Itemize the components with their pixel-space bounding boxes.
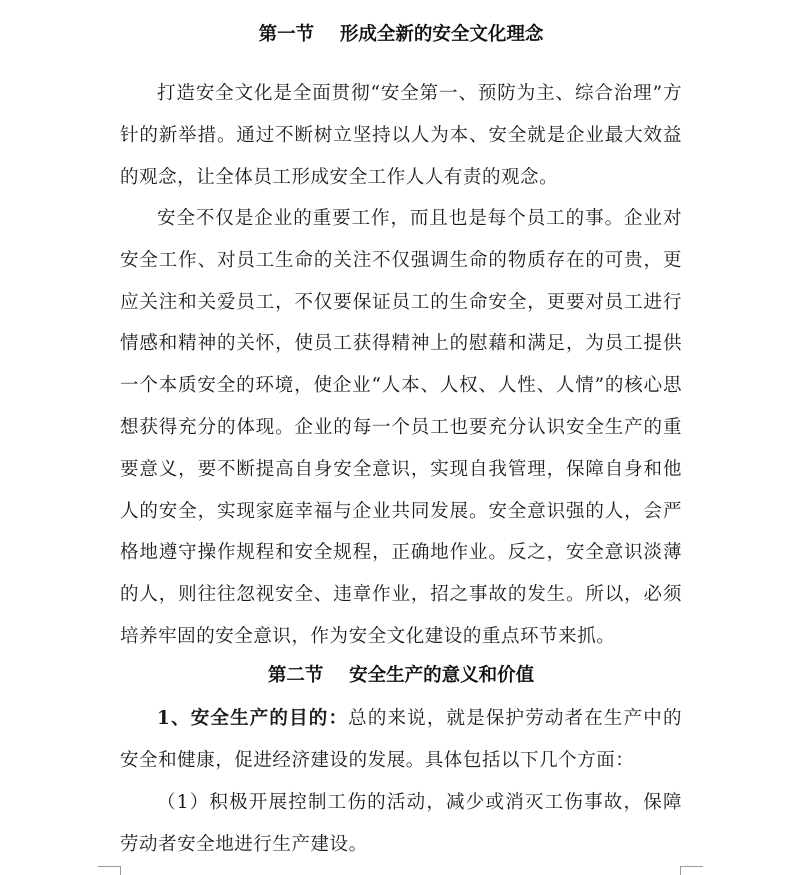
section-1-title: 第一节 形成全新的安全文化理念 xyxy=(258,24,544,45)
point-1-text: 总的来说，就是保护劳动者在生产中的安全和健康，促进经济建设的发展。具体包括以下几个方面： xyxy=(120,708,683,771)
section-2-title: 第二节 安全生产的意义和价值 xyxy=(267,665,535,686)
page-corner-mark-right xyxy=(680,866,703,875)
document-page xyxy=(120,0,682,875)
section-2-item-1: （1）积极开展控制工伤的活动，减少或消灭工伤事故，保障劳动者安全地进行生产建设。 xyxy=(120,792,682,855)
section-1-paragraph-2: 安全不仅是企业的重要工作，而且也是每个员工的事。企业对安全工作、对员工生命的关注不仅强调生命的物质存在的可贵，更应关注和关爱员工，不仅要保证员工的生命安全，更要对员工进行情感和精神的关怀，使员工获得精神上的慰藉和满足，为员工提供一个本质安全的环境，使企业“人本、人权、人性、人情”的核心思想获得充分的体现。企业的每一个员工也要充分认识安全生产的重要意义，要不断提高自身安全意识，实现自我管理，保障自身和他人的安全，实现家庭幸福与企业共同发展。安全意识强的人，会严格地遵守操作规程和安全规程，正确地作业。反之，安全意识淡薄的人，则往往忽视安全、违章作业，招之事故的发生。所以，必须培养牢固的安全意识，作为安全文化建设的重点环节来抓。 xyxy=(120,208,682,647)
section-1-paragraph-1: 打造安全文化是全面贯彻“安全第一、预防为主、综合治理”方针的新举措。通过不断树立坚持以人为本、安全就是企业最大效益的观念，让全体员工形成安全工作人人有责的观念。 xyxy=(120,83,682,188)
section-2-point-1 xyxy=(120,698,682,782)
point-1-lead: 1、安全生产的目的： xyxy=(157,708,349,729)
page-corner-mark-left xyxy=(98,866,121,875)
